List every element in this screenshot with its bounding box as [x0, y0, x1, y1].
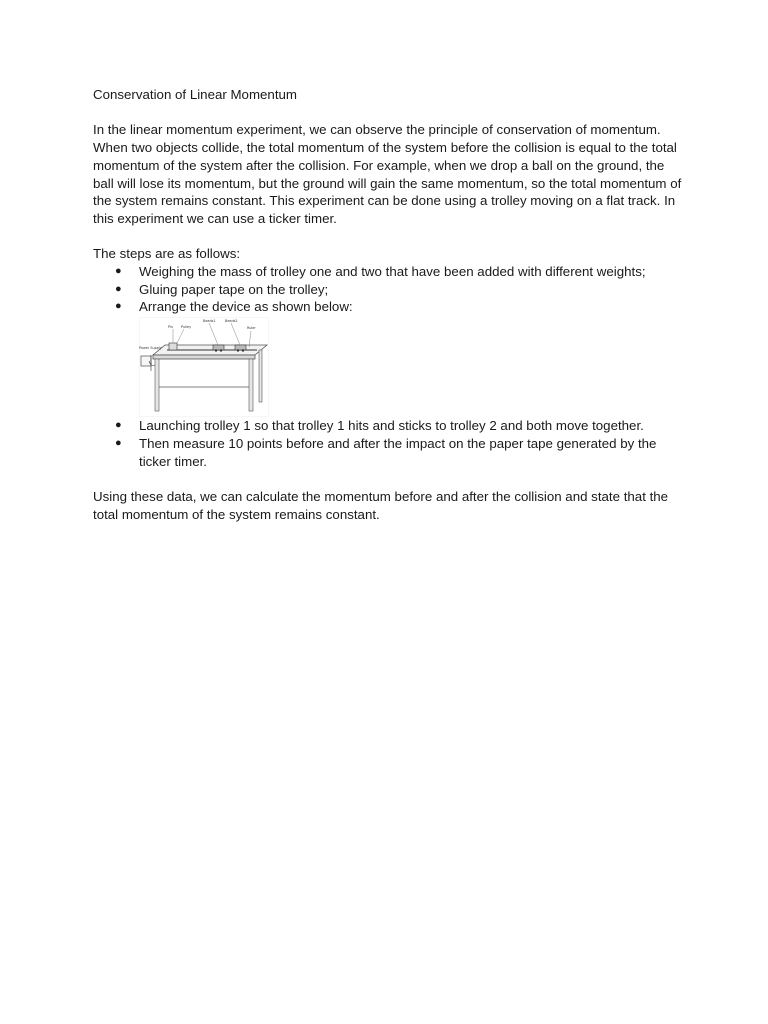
steps-list [93, 263, 683, 316]
figure-label-beads1: Beads1 [203, 319, 216, 324]
conclusion-paragraph: Using these data, we can calculate the momentum before and after the collision and state that the total momentum of the system remains constant. [93, 488, 669, 522]
figure-label-ruler: Ruler [247, 326, 256, 331]
step-text: Weighing the mass of trolley one and two that have been added with different weights; [139, 264, 646, 279]
step-text: Launching trolley 1 so that trolley 1 hits and sticks to trolley 2 and both move together. [139, 418, 644, 434]
document-body [93, 86, 683, 523]
step-text: Gluing paper tape on the trolley; [139, 281, 329, 297]
list-item [93, 435, 683, 470]
step-text: Arrange the device as shown below: [139, 299, 353, 315]
bullet-icon: ● [115, 300, 122, 313]
apparatus-figure [139, 317, 269, 417]
list-item [93, 263, 683, 281]
figure-label-beads2: Beads2 [225, 319, 238, 324]
list-item [93, 281, 683, 299]
intro-paragraph: In the linear momentum experiment, we can observe the principle of conservation of momentum. When two objects collide, the total momentum of the system before the collision is equal to the total momentum of the system after the collision. For example, when we drop a ball on the ground, the ball will lose its momentum, but the ground will gain the same momentum, so the total momentum of the system remains constant. This experiment can be done using a trolley moving on a flat track. In this experiment we can use a ticker timer. [93, 122, 682, 226]
bullet-icon: ● [115, 282, 122, 295]
steps-intro: The steps are as follows: [93, 246, 241, 262]
bullet-icon: ● [115, 265, 122, 277]
bullet-icon: ● [115, 436, 122, 449]
apparatus-diagram [139, 317, 269, 417]
steps-list-continued [93, 417, 683, 470]
list-item [93, 417, 683, 435]
list-item [93, 298, 683, 316]
step-text: Then measure 10 points before and after the impact on the paper tape generated by the ticker timer. [139, 435, 657, 469]
figure-label-pulley: Pulley [181, 325, 192, 330]
bullet-icon: ● [115, 419, 122, 432]
figure-label-power-supply: Power Supply [139, 346, 162, 351]
document-title: Conservation of Linear Momentum [93, 87, 297, 102]
figure-label-pin: Pin [168, 325, 174, 330]
